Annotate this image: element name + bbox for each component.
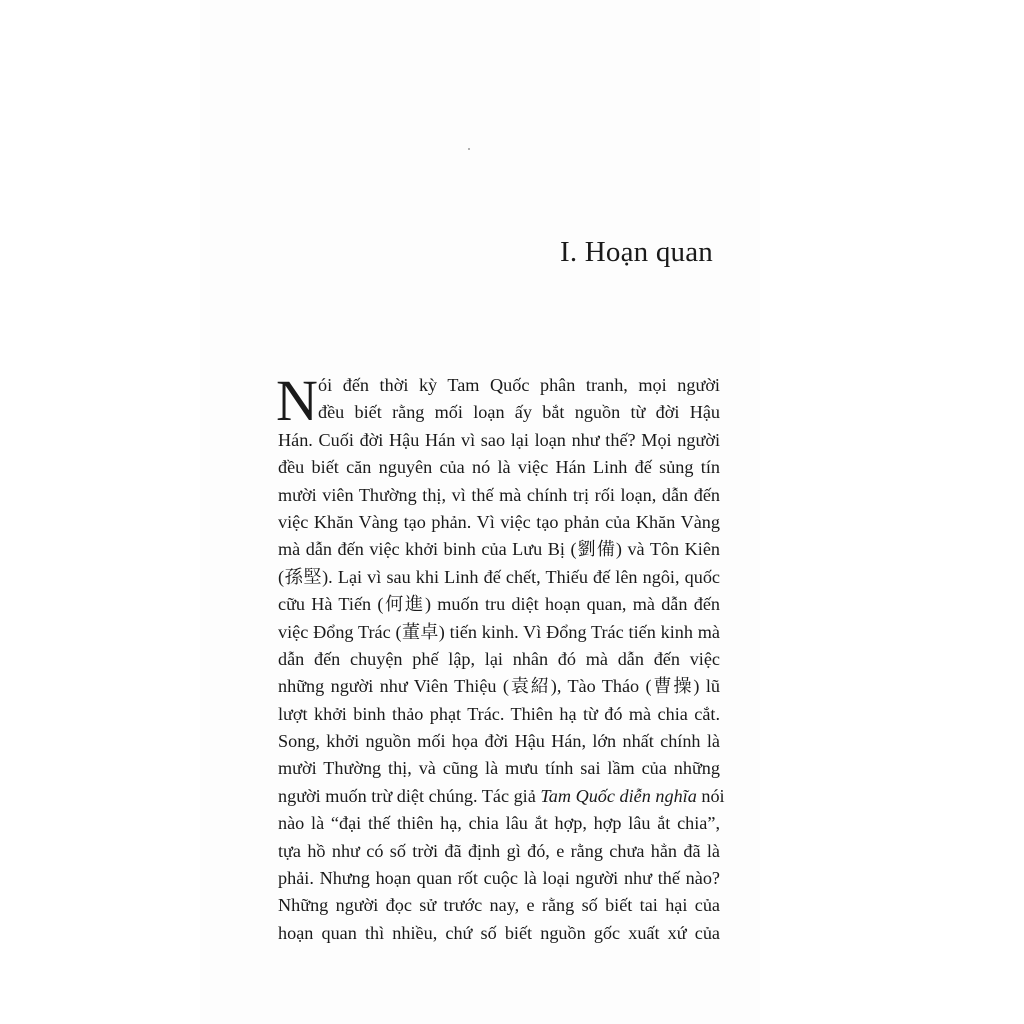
text-line: những người như Viên Thiệu (袁紹), Tào Tháo (曹操) lũ	[278, 676, 720, 697]
text-line: đều biết căn nguyên của nó là việc Hán Linh đế sủng tín	[278, 457, 720, 478]
text-line: Những người đọc sử trước nay, e rằng số biết tai hại của	[278, 895, 720, 916]
text-line: việc Đổng Trác (董卓) tiến kinh. Vì Đổng Trác tiến kinh mà	[278, 621, 720, 642]
text-line: hoạn quan thì nhiều, chứ số biết nguồn gốc xuất xứ của	[278, 922, 720, 943]
text-line: việc Khăn Vàng tạo phản. Vì việc tạo phản của Khăn Vàng	[278, 511, 720, 532]
chapter-title: I. Hoạn quan	[560, 236, 713, 268]
text-line: cữu Hà Tiến (何進) muốn tru diệt hoạn quan, mà dẫn đến	[278, 594, 720, 615]
text-line: lượt khởi binh thảo phạt Trác. Thiên hạ từ đó mà chia cắt.	[278, 703, 720, 724]
text-line: tựa hồ như có số trời đã định gì đó, e rằng chưa hẳn đã là	[278, 840, 720, 861]
text-line: người muốn trừ diệt chúng. Tác giả Tam Quốc diễn nghĩa nói	[278, 785, 725, 806]
text-line: nào là “đại thế thiên hạ, chia lâu ắt hợp, hợp lâu ắt chia”,	[278, 813, 720, 834]
text-line: Hán. Cuối đời Hậu Hán vì sao lại loạn như thế? Mọi người	[278, 429, 720, 450]
paper-speck	[468, 148, 470, 150]
text-line: phải. Nhưng hoạn quan rốt cuộc là loại người như thế nào?	[278, 868, 720, 889]
text-line: đều biết rằng mối loạn ấy bắt nguồn từ đời Hậu	[318, 402, 720, 423]
book-title-italic: Tam Quốc diễn nghĩa	[540, 785, 697, 806]
text-line: ói đến thời kỳ Tam Quốc phân tranh, mọi người	[318, 375, 720, 395]
text-line: Song, khởi nguồn mối họa đời Hậu Hán, lớn nhất chính là	[278, 731, 720, 752]
text-line: mà dẫn đến việc khởi binh của Lưu Bị (劉備) và Tôn Kiên	[278, 539, 720, 560]
text-line: (孫堅). Lại vì sau khi Linh đế chết, Thiếu đế lên ngôi, quốc	[278, 566, 720, 587]
text-line: dẫn đến chuyện phế lập, lại nhân đó mà dẫn đến việc	[278, 648, 720, 669]
body-text	[276, 368, 725, 947]
text-line: mười Thường thị, và cũng là mưu tính sai lầm của những	[278, 758, 720, 779]
text-line: mười viên Thường thị, vì thế mà chính trị rối loạn, dẫn đến	[278, 484, 720, 505]
drop-cap: N	[276, 368, 318, 433]
